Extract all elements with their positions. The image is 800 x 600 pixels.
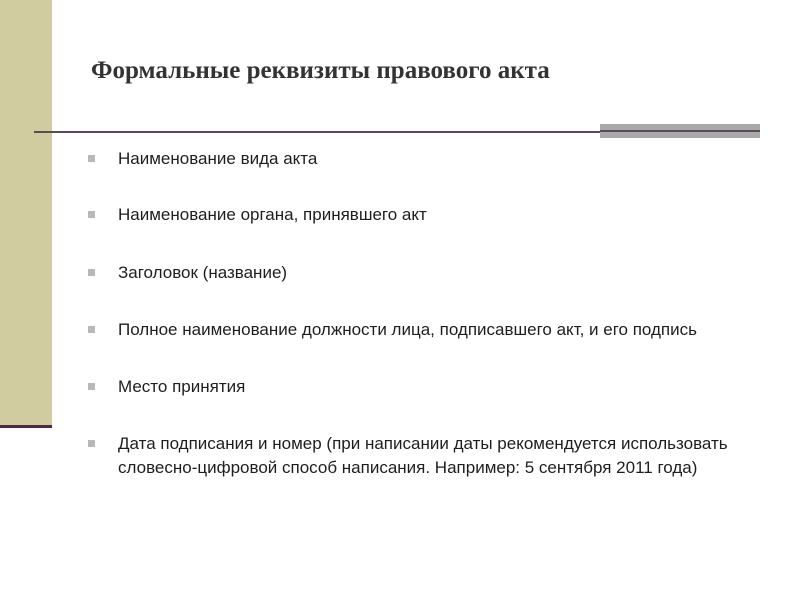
title-divider-accent [600,124,760,138]
square-bullet-icon [88,383,95,390]
left-decorative-band [0,0,52,425]
list-item-text: Полное наименование должности лица, подписавшего акт, и его подпись [118,320,697,339]
list-item-text: Место принятия [118,377,246,396]
title-divider-line [34,131,600,133]
requisites-list [86,147,746,480]
left-band-underline [0,425,52,428]
square-bullet-icon [88,269,95,276]
square-bullet-icon [88,211,95,218]
slide-title: Формальные реквизиты правового акта [91,57,550,84]
list-item [86,261,746,285]
list-item-text: Дата подписания и номер (при написании даты рекомендуется использовать словесно-цифровой способ написания. Например: 5 сентября 2011 года) [118,434,728,477]
square-bullet-icon [88,155,95,162]
list-item [86,432,746,480]
list-item [86,147,746,171]
square-bullet-icon [88,326,95,333]
list-item [86,318,746,342]
list-item-text: Наименование органа, принявшего акт [118,205,427,224]
square-bullet-icon [88,440,95,447]
list-item [86,203,746,227]
list-item [86,375,746,399]
list-item-text: Наименование вида акта [118,149,318,168]
list-item-text: Заголовок (название) [118,263,288,282]
